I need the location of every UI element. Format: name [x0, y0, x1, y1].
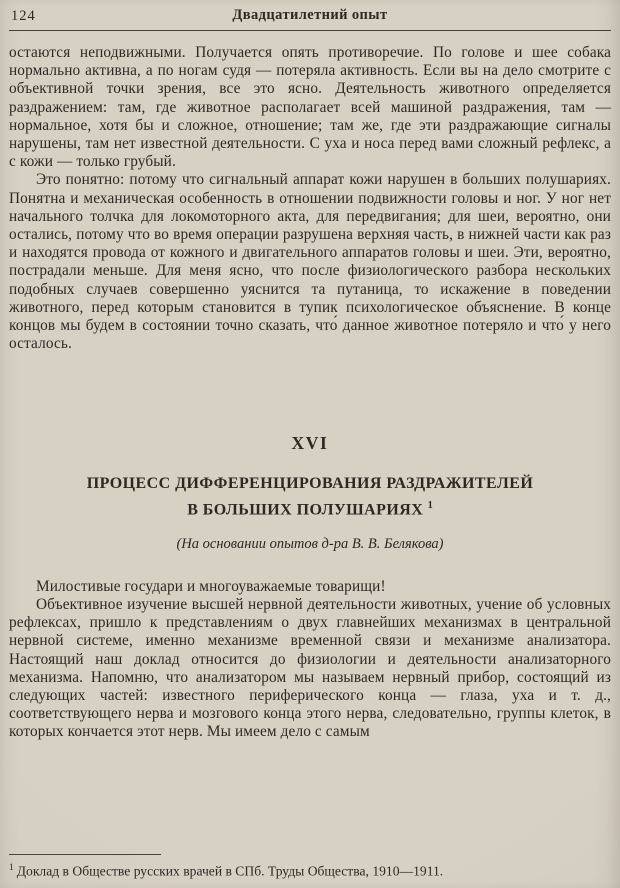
salutation: Милостивые государи и многоуважаемые товарищи!	[36, 577, 386, 595]
footnote-mark: 1	[9, 862, 14, 873]
page-header	[9, 7, 611, 27]
running-title: Двадцатилетний опыт	[232, 7, 388, 23]
footnote-area	[9, 854, 611, 880]
page-number: 124	[11, 8, 36, 24]
paragraph: Объективное изучение высшей нервной деятельности животных, учение об условных рефлексах, пришло к представлениям о двух главнейших механизмах в центральной нервной системе, именно механизме временной связи и механизме анализатора. Настоящий наш доклад относится до физиологии и деятельности анализаторного механизма. Напомню, что анализатором мы называем нервный прибор, состоящий из следующих частей: известного периферического конца — глаза, уха и т. д., соответствующего нерва и мозгового конца этого нерва, следовательно, группы клеток, в которых кончается этот нерв. Мы имеем дело с самым	[9, 595, 611, 741]
footnote-rule	[9, 854, 161, 855]
footnote-text: Доклад в Обществе русских врачей в СПб. Труды Общества, 1910—1911.	[16, 863, 444, 879]
chapter-title-line1: ПРОЦЕСС ДИФФЕРЕНЦИРОВАНИЯ РАЗДРАЖИТЕЛЕЙ	[86, 475, 534, 493]
chapter-number: XVI	[291, 433, 329, 454]
paragraph-continuation: остаются неподвижными. Получается опять противоречие. По голове и шее собака нормально активна, а по ногам судя — потеряла активность. Если вы на дело смотрите с объективной точки зрения, все это ясно. Деятельность животного определяется раздражением: там, где животное располагает всей машиной раздражения, там — нормальное, хотя бы и сложное, отношение; там же, где эти раздражающие сигналы нарушены, там нет известной деятельности. С уха и носа перед вами сложный рефлекс, а с кожи — только грубый.	[9, 44, 611, 171]
chapter-title-line2: В БОЛЬШИХ ПОЛУШАРИЯХ	[187, 501, 428, 519]
chapter-subtitle: (На основании опытов д-ра В. В. Белякова)	[176, 535, 444, 552]
paragraph: Это понятно: потому что сигнальный аппарат кожи нарушен в больших полушариях. Понятна и механическая особенность в отношении подвижности головы и ног. У ног нет начального толчка для локомоторного акта, для передвигания; для шеи, вероятно, они остались, потому что во время операции разрушена верхняя часть, в нижней части как раз и находятся провода от кожного и двигательного аппаратов головы и шеи. Эти, вероятно, пострадали меньше. Для меня ясно, что после физиологического разбора нескольких подобных случаев совершенно уяснится та путаница, то искажение в поведении животного, перед которым становится в тупик психологическое объяснение. В конце концов мы будем в состоянии точно сказать, что́ данное животное потеряло и что́ у него осталось.	[9, 171, 611, 353]
chapter-footnote-mark: 1	[427, 499, 433, 511]
header-rule	[9, 30, 611, 31]
chapter-title	[19, 473, 601, 520]
chapter-heading	[9, 433, 611, 552]
footnote	[9, 860, 611, 880]
page-body	[9, 44, 611, 742]
